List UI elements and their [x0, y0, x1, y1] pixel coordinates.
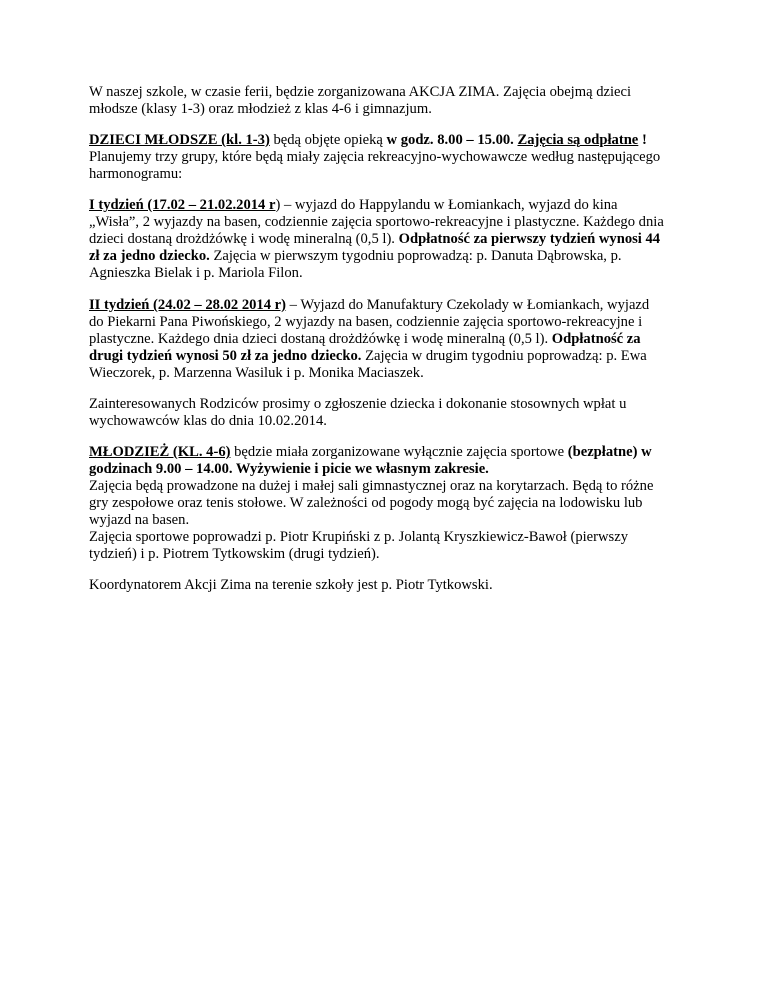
intro-line-2: młodsze (klasy 1-3) oraz młodzież z klas 4-6 i gimnazjum. [89, 101, 432, 117]
week-1-teachers: Zajęcia w pierwszym tygodniu poprowadzą: p. Danuta Dąbrowska, p. [209, 248, 622, 264]
week-2-line-4 [89, 348, 689, 365]
week-1-heading: I tydzień (17.02 – 21.02.2014 r [89, 197, 276, 213]
younger-line-2: Planujemy trzy grupy, które będą miały zajęcia rekreacyjno-wychowawcze według następującego [89, 149, 661, 165]
younger-children-paragraph [89, 132, 689, 183]
younger-heading: DZIECI MŁODSZE (kl. 1-3) [89, 132, 270, 148]
intro-paragraph [89, 84, 689, 118]
week-2-line-3-text: plastyczne. Każdego dnia dzieci dostaną drożdżówkę i wodę mineralną (0,5 l). [89, 331, 552, 347]
youth-line-7: tydzień) i p. Piotrem Tytkowskim (drugi tydzień). [89, 546, 380, 562]
youth-line-3: Zajęcia będą prowadzone na dużej i małej sali gimnastycznej oraz na korytarzach. Będą to różne [89, 478, 654, 494]
week-2-line-1-rest: – Wyjazd do Manufaktury Czekolady w Łomiankach, wyjazd [286, 297, 650, 313]
week-1-line-1-rest: ) – wyjazd do Happylandu w Łomiankach, wyjazd do kina [275, 197, 618, 213]
week-2-line-5: Wieczorek, p. Marzenna Wasiluk i p. Monika Maciaszek. [89, 365, 424, 381]
coordinator-line: Koordynatorem Akcji Zima na terenie szkoły jest p. Piotr Tytkowski. [89, 577, 493, 593]
youth-line-2: godzinach 9.00 – 14.00. Wyżywienie i picie we własnym zakresie. [89, 461, 489, 477]
youth-paragraph [89, 444, 689, 563]
younger-line-1 [89, 132, 689, 149]
paid-exclaim: ! [638, 132, 647, 148]
week-1-fee: Odpłatność za pierwszy tydzień wynosi 44 [398, 231, 661, 247]
week-1-line-3 [89, 231, 689, 248]
youth-line-1-text: będzie miała zorganizowane wyłącznie zajęcia sportowe [230, 444, 568, 460]
youth-free-label: (bezpłatne) w [567, 444, 652, 460]
week-1-fee-cont: zł za jedno dziecko. [89, 248, 210, 264]
week-2-paragraph [89, 297, 689, 382]
week-2-line-2: do Piekarni Pana Piwońskiego, 2 wyjazdy na basen, codziennie zajęcia sportowo-rekreacyjne i [89, 314, 643, 330]
youth-line-4: gry zespołowe oraz tenis stołowe. W zależności od pogody mogą być zajęcia na lodowisku lub [89, 495, 643, 511]
week-1-line-2: „Wisła”, 2 wyjazdy na basen, codziennie zajęcia sportowo-rekreacyjne i plastyczne. Każdego dnia [89, 214, 664, 230]
youth-line-1 [89, 444, 689, 461]
week-1-line-1 [89, 197, 689, 214]
youth-line-5: wyjazd na basen. [89, 512, 190, 528]
week-1-line-3-text: dzieci dostaną drożdżówkę i wodę mineralną (0,5 l). [89, 231, 399, 247]
parents-line-2: wychowawców klas do dnia 10.02.2014. [89, 413, 327, 429]
week-2-heading: II tydzień (24.02 – 28.02 2014 r) [89, 297, 287, 313]
intro-line-1: W naszej szkole, w czasie ferii, będzie zorganizowana AKCJA ZIMA. Zajęcia obejmą dzieci [89, 84, 632, 100]
week-2-line-1 [89, 297, 689, 314]
paid-label: Zajęcia są odpłatne [517, 132, 639, 148]
younger-hours: w godz. 8.00 – 15.00. [386, 132, 514, 148]
week-2-fee-cont: drugi tydzień wynosi 50 zł za jedno dziecko. [89, 348, 362, 364]
youth-heading: MŁODZIEŻ (KL. 4-6) [89, 444, 231, 460]
week-2-teachers: Zajęcia w drugim tygodniu poprowadzą: p. Ewa [361, 348, 647, 364]
younger-line-3: harmonogramu: [89, 166, 183, 182]
week-1-line-5: Agnieszka Bielak i p. Mariola Filon. [89, 265, 303, 281]
week-1-line-4 [89, 248, 689, 265]
coordinator-paragraph [89, 577, 689, 594]
younger-care-text: będą objęte opieką [269, 132, 387, 148]
week-1-paragraph [89, 197, 689, 282]
youth-line-6: Zajęcia sportowe poprowadzi p. Piotr Krupiński z p. Jolantą Kryszkiewicz-Bawoł (pierwszy [89, 529, 629, 545]
parents-line-1: Zainteresowanych Rodziców prosimy o zgłoszenie dziecka i dokonanie stosownych wpłat u [89, 396, 627, 412]
parents-paragraph [89, 396, 689, 430]
week-2-fee: Odpłatność za [551, 331, 641, 347]
week-2-line-3 [89, 331, 689, 348]
